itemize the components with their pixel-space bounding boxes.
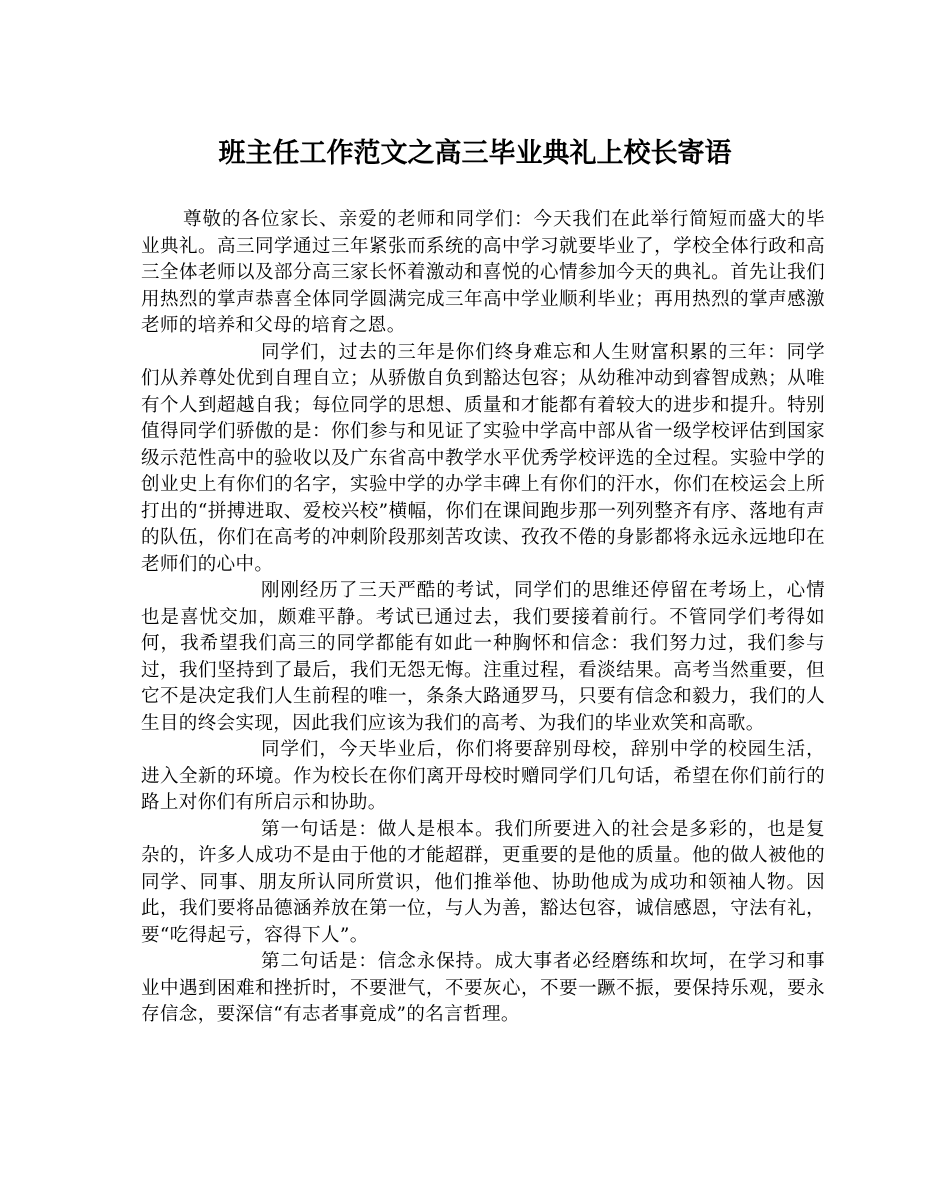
document-body	[141, 207, 825, 1029]
paragraph-past-three-years: 同学们，过去的三年是你们终身难忘和人生财富积累的三年：同学们从养尊处优到自理自立；从骄傲自负到豁达包容；从幼稚冲动到睿智成熟；从唯有个人到超越自我；每位同学的思想、质量和才能都有着较大的进步和提升。特别值得同学们骄傲的是：你们参与和见证了实验中学高中部从省一级学校评估到国家级示范性高中的验收以及广东省高中教学水平优秀学校评选的全过程。实验中学的创业史上有你们的名字，实验中学的办学丰碑上有你们的汗水，你们在校运会上所打出的“拼搏进取、爱校兴校”横幅，你们在课间跑步那一列列整齐有序、落地有声的队伍，你们在高考的冲刺阶段那刻苦攻读、孜孜不倦的身影都将永远永远地印在老师们的心中。	[141, 341, 825, 575]
document-title: 班主任工作范文之高三毕业典礼上校长寄语	[218, 138, 732, 169]
paragraph-first-advice: 第一句话是：做人是根本。我们所要进入的社会是多彩的，也是复杂的，许多人成功不是由于他的才能超群，更重要的是他的质量。他的做人被他的同学、同事、朋友所认同所赏识，他们推举他、协助他成为成功和领袖人物。因此，我们要将品德涵养放在第一位，与人为善，豁达包容，诚信感恩，守法有礼，要“吃得起亏，容得下人”。	[141, 818, 825, 946]
paragraph-second-advice: 第二句话是：信念永保持。成大事者必经磨练和坎坷，在学习和事业中遇到困难和挫折时，不要泄气，不要灰心，不要一蹶不振，要保持乐观，要永存信念，要深信“有志者事竟成”的名言哲理。	[141, 951, 825, 1025]
paragraph-greeting: 尊敬的各位家长、亲爱的老师和同学们：今天我们在此举行简短而盛大的毕业典礼。高三同学通过三年紧张而系统的高中学习就要毕业了，学校全体行政和高三全体老师以及部分高三家长怀着激动和喜悦的心情参加今天的典礼。首先让我们用热烈的掌声恭喜全体同学圆满完成三年高中学业顺利毕业；再用热烈的掌声感激老师的培养和父母的培育之恩。	[141, 209, 825, 336]
paragraph-after-exam: 刚刚经历了三天严酷的考试，同学们的思维还停留在考场上，心情也是喜忧交加，颇难平静。考试已通过去，我们要接着前行。不管同学们考得如何，我希望我们高三的同学都能有如此一种胸怀和信念：我们努力过，我们参与过，我们坚持到了最后，我们无怨无悔。注重过程，看淡结果。高考当然重要，但它不是决定我们人生前程的唯一，条条大路通罗马，只要有信念和毅力，我们的人生目的终会实现，因此我们应该为我们的高考、为我们的毕业欢笑和高歌。	[141, 580, 825, 734]
paragraph-farewell: 同学们，今天毕业后，你们将要辞别母校，辞别中学的校园生活，进入全新的环境。作为校长在你们离开母校时赠同学们几句话，希望在你们前行的路上对你们有所启示和协助。	[141, 739, 825, 813]
